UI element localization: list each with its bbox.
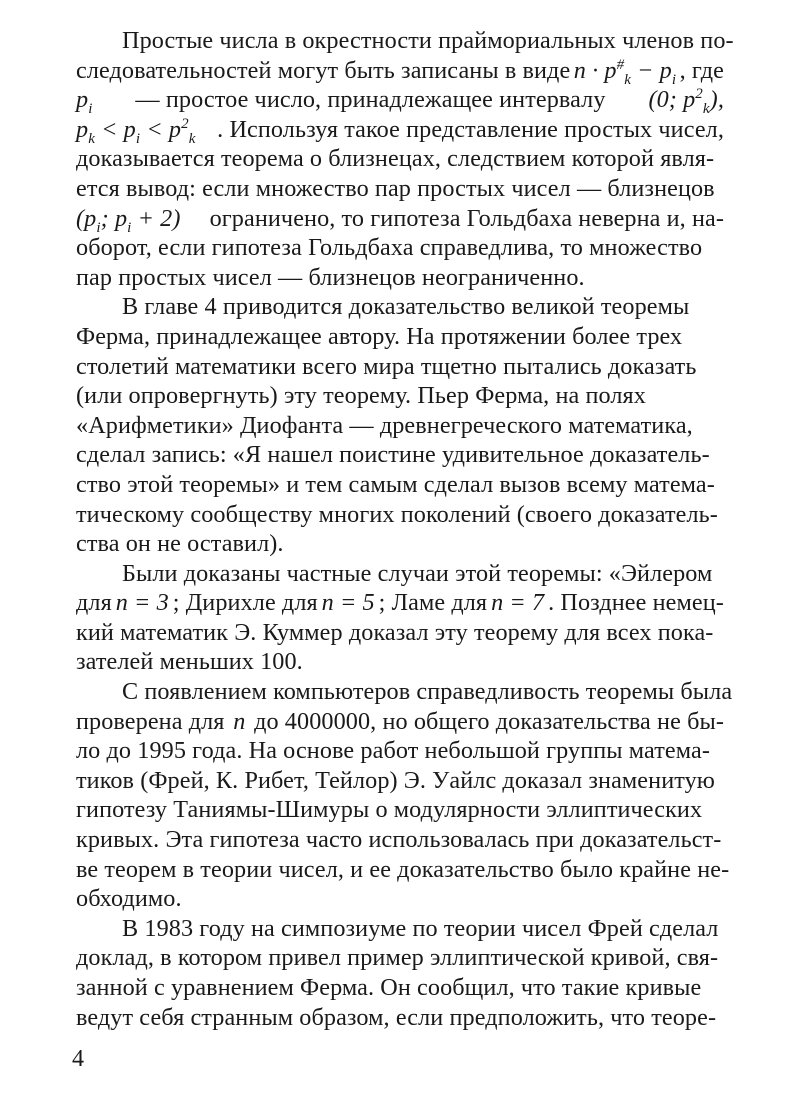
- text-line: В главе 4 приводится доказательство великой теоремы: [122, 293, 690, 321]
- text-line: «Арифметики» Диофанта — древнегреческого математика,: [76, 411, 693, 439]
- text-line: доклад, в котором привел пример эллиптической кривой, свя-: [76, 944, 719, 972]
- text-line: ве теорем в теории чисел, и ее доказательство было крайне не-: [76, 855, 730, 883]
- text-line: доказывается теорема о близнецах, следствием которой явля-: [76, 145, 715, 173]
- text-line: ства он не оставил).: [76, 530, 284, 558]
- formula-p-i: $p_i$: [76, 86, 93, 118]
- text-line: столетий математики всего мира тщетно пытались доказать: [76, 352, 697, 380]
- formula-n7: n = 7: [491, 589, 545, 617]
- text-line: кривых. Эта гипотеза часто использовалась при доказательст-: [76, 826, 722, 854]
- text-line: ется вывод: если множество пар простых чисел — близнецов: [76, 174, 715, 202]
- text-line: обходимо.: [76, 885, 182, 913]
- text-line: В 1983 году на симпозиуме по теории чисел Фрей сделал: [122, 914, 719, 942]
- text-line: сделал запись: «Я нашел поистине удивительное доказатель-: [76, 441, 710, 469]
- text-line: для n = 3 ; Дирихле для n = 5 ; Ламе для n = 7 . Позднее немец-: [76, 589, 724, 617]
- formula-inequality: $p_k < p_i < p^2_k$: [76, 115, 196, 147]
- text-line: ство этой теоремы» и тем самым сделал вызов всему матема-: [76, 470, 715, 498]
- text-line: гипотезу Таниямы-Шимуры о модулярности эллиптических: [76, 796, 703, 824]
- text-line: $p_i$ — простое число, принадлежащее интервалу (0; $p^2_k$),: [76, 86, 724, 118]
- text-line: пар простых чисел — близнецов неограниченно.: [76, 263, 585, 291]
- text-line: тическому сообществу многих поколений (своего доказатель-: [76, 500, 718, 528]
- body-text: [76, 26, 734, 1032]
- text-line: следовательностей могут быть записаны в виде $n \cdot p^{\#}_k - p_i$ , где: [76, 56, 724, 88]
- formula-n5: n = 5: [321, 589, 375, 617]
- text-line: Ферма, принадлежащее автору. На протяжении более трех: [76, 322, 683, 350]
- text-line: оборот, если гипотеза Гольдбаха справедлива, то множество: [76, 234, 703, 262]
- formula-twin-pair: ($p_i$; $p_i + 2$): [76, 204, 181, 236]
- formula-n3: n = 3: [115, 589, 169, 617]
- text-line: ло до 1995 года. На основе работ небольшой группы матема-: [76, 737, 710, 765]
- formula-interval: (0; $p^2_k$),: [648, 86, 724, 118]
- text-line: тиков (Фрей, К. Рибет, Тейлор) Э. Уайлс доказал знаменитую: [76, 766, 715, 794]
- text-line: Простые числа в окрестности праймориальных членов по-: [122, 27, 734, 54]
- text-line: (или опровергнуть) эту теорему. Пьер Ферма, на полях: [76, 382, 646, 410]
- text-line: ведут себя странным образом, если предположить, что теоре-: [76, 1003, 717, 1031]
- text-line: Были доказаны частные случаи этой теоремы: «Эйлером: [122, 559, 713, 587]
- text-line: проверена для n до 4000000, но общего доказательства не бы-: [76, 707, 724, 735]
- formula-primorial: $n \cdot p^{\#}_k - p_i$: [573, 56, 677, 88]
- text-line: зателей меньших 100.: [76, 648, 303, 676]
- text-line: занной с уравнением Ферма. Он сообщил, что такие кривые: [76, 974, 702, 1001]
- text-line: ($p_i$; $p_i + 2$) ограничено, то гипотеза Гольдбаха неверна и, на-: [76, 204, 724, 236]
- formula-n: n: [233, 707, 246, 735]
- text-line: С появлением компьютеров справедливость теоремы была: [122, 678, 733, 706]
- page-number: 4: [72, 1046, 84, 1072]
- text-line: $p_k < p_i < p^2_k$ . Используя такое представление простых чисел,: [76, 115, 724, 147]
- text-line: кий математик Э. Куммер доказал эту теорему для всех пока-: [76, 618, 714, 646]
